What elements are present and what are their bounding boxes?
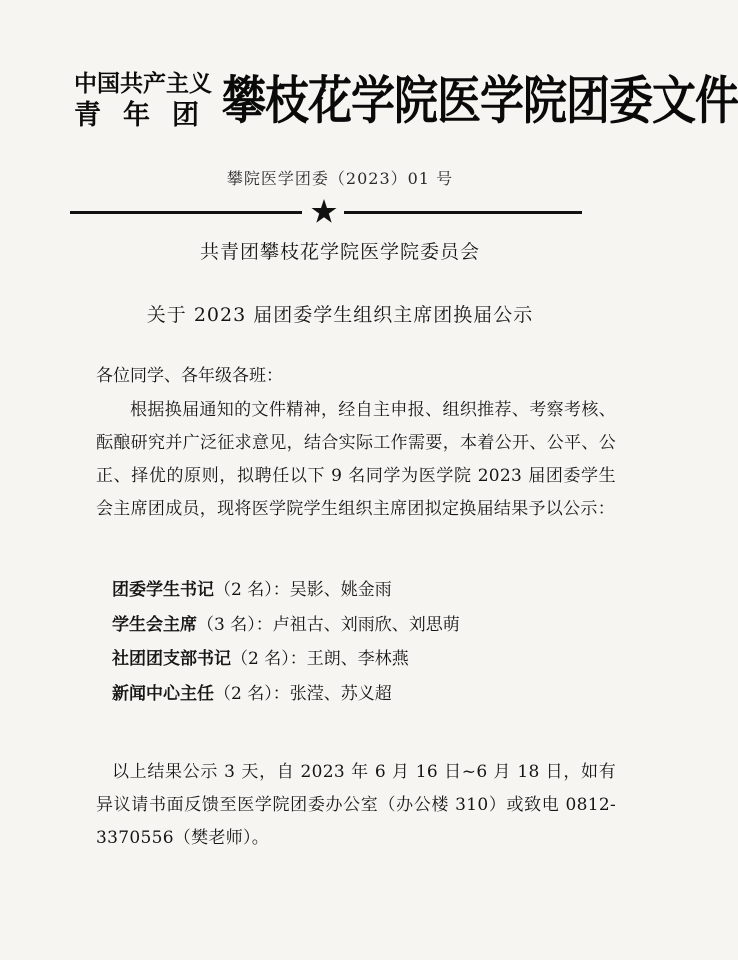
role-count: （3 名）：: [197, 614, 273, 635]
role-names: 吴影、姚金雨: [289, 580, 392, 600]
role-count: （2 名）：: [214, 683, 290, 704]
role-title: 新闻中心主任: [112, 683, 214, 704]
document-header-title: 攀枝花学院医学院团委文件: [222, 71, 738, 132]
appointment-item: [112, 573, 592, 608]
closing-paragraph: 以上结果公示 3 天，自 2023 年 6 月 16 日~6 月 18 日，如有异议请书面反馈至医学院团委办公室（办公楼 310）或致电 0812-3370556（樊老师）。: [96, 762, 616, 848]
committee-name: 共青团攀枝花学院医学院委员会: [199, 241, 480, 263]
appointment-item: [112, 608, 592, 643]
star-icon: [311, 198, 337, 224]
role-names: 张滢、苏义超: [289, 683, 392, 704]
divider-line-left: [70, 211, 302, 214]
role-names: 王朗、李林燕: [306, 649, 409, 669]
role-count: （2 名）：: [231, 649, 307, 669]
issuing-organization: [74, 70, 224, 132]
notice-title: 关于 2023 届团委学生组织主席团换届公示: [146, 304, 534, 326]
role-title: 学生会主席: [112, 614, 197, 635]
role-title: 社团团支部书记: [112, 649, 231, 669]
role-count: （2 名）：: [214, 580, 290, 600]
masthead: [64, 62, 738, 152]
role-title: 团委学生书记: [112, 580, 214, 600]
salutation: 各位同学、各年级各班：: [96, 366, 283, 386]
org-name-line1: 中国共产主义: [74, 71, 212, 97]
org-name-line2: 青年团: [74, 100, 221, 131]
appointment-list: [112, 573, 592, 711]
body-paragraph: 根据换届通知的文件精神，经自主申报、组织推荐、考察考核、酝酿研究并广泛征求意见，结合实际工作需要，本着公开、公平、公正、择优的原则，拟聘任以下 9 名同学为医学院 2023 届团委学生会主席团成员，现将医学院学生组织主席团拟定换届结果予以公示：: [96, 400, 616, 519]
appointment-item: [112, 642, 592, 677]
role-names: 卢祖古、刘雨欣、刘思萌: [272, 614, 460, 635]
appointment-item: [112, 677, 592, 712]
document-number: 攀院医学团委（2023）01 号: [226, 169, 454, 188]
divider-line-right: [344, 211, 582, 214]
